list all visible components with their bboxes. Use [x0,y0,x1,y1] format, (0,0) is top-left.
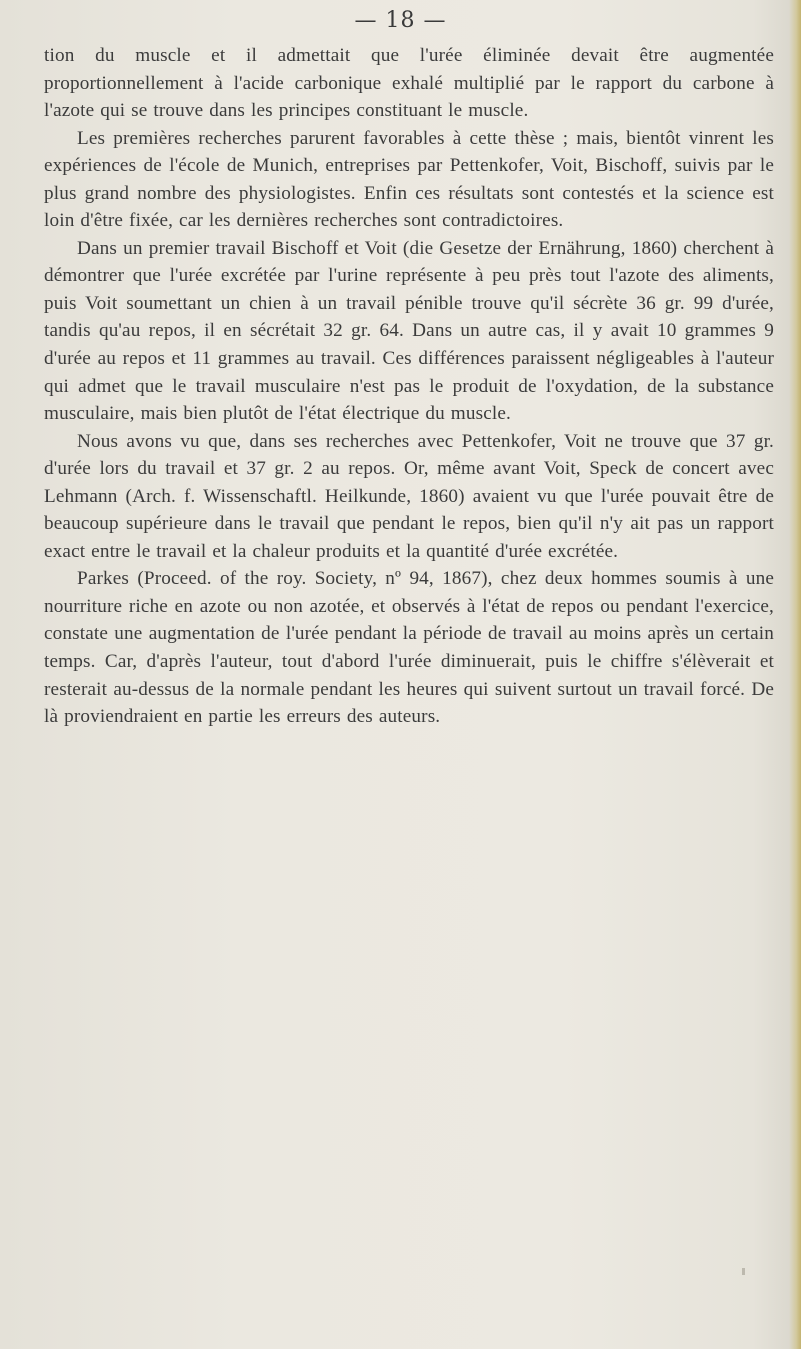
page-number-header: — 18 — [354,8,447,33]
body-text [44,42,774,731]
paragraph-5: Parkes (Proceed. of the roy. Society, nº 94, 1867), chez deux hommes soumis à une nourriture riche en azote ou non azotée, et observés à l'état de repos ou pendant l'exercice, constate une augmentation de l'urée pendant la période de travail au moins après un certain temps. Car, d'après l'auteur, tout d'abord l'urée diminuerait, puis le chiffre s'élèverait et resterait au-dessus de la normale pendant les heures qui suivent surtout un travail forcé. De là proviendraient en partie les erreurs des auteurs. [44,568,774,728]
paragraph-4: Nous avons vu que, dans ses recherches avec Pettenkofer, Voit ne trouve que 37 gr. d'urée lors du travail et 37 gr. 2 au repos. Or, même avant Voit, Speck de concert avec Lehmann (Arch. f. Wissenschaftl. Heilkunde, 1860) avaient vu que l'urée pouvait être de beaucoup supérieure dans le travail que pendant le repos, bien qu'il n'y ait pas un rapport exact entre le travail et la chaleur produits et la quantité d'urée excrétée. [44,430,774,562]
paper-speck [742,1268,745,1275]
paragraph-2: Les premières recherches parurent favorables à cette thèse ; mais, bientôt vinrent les expériences de l'école de Munich, entreprises par Pettenkofer, Voit, Bischoff, suivis par le plus grand nombre des physiologistes. Enfin ces résultats sont contestés et la science est loin d'être fixée, car les dernières recherches sont contradictoires. [44,127,774,232]
page-edge-shadow [789,0,801,1349]
paragraph-3: Dans un premier travail Bischoff et Voit (die Gesetze der Ernährung, 1860) cherchent à démontrer que l'urée excrétée par l'urine représente à peu près tout l'azote des aliments, puis Voit soumettant un chien à un travail pénible trouve qu'il sécrète 36 gr. 99 d'urée, tandis qu'au repos, il en sécrétait 32 gr. 64. Dans un autre cas, il y avait 10 grammes 9 d'urée au repos et 11 grammes au travail. Ces différences paraissent négligeables à l'auteur qui admet que le travail musculaire n'est pas le produit de l'oxydation, de la substance musculaire, mais bien plutôt de l'état électrique du muscle. [44,237,774,425]
paragraph-1: tion du muscle et il admettait que l'urée éliminée devait être augmentée proportionnellement à l'acide carbonique exhalé multiplié par le rapport du carbone à l'azote qui se trouve dans les principes constituant le muscle. [44,45,774,122]
